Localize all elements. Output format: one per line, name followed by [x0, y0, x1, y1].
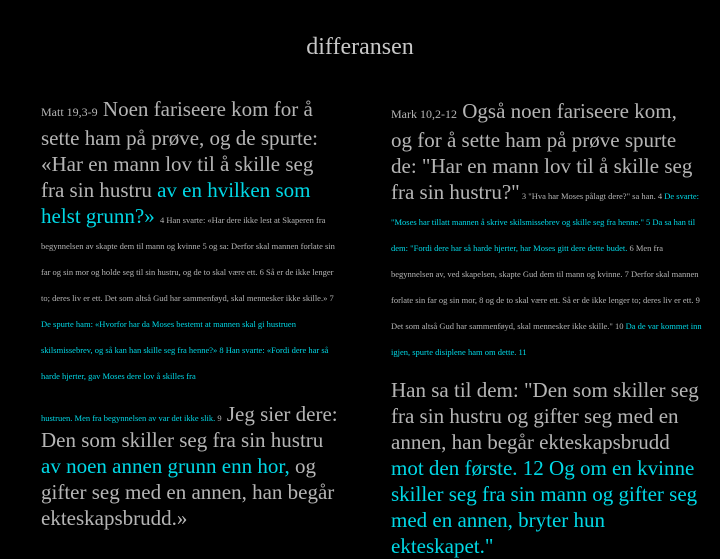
matthew-small-text: 4 Han svarte: «Har dere ikke lest at Skaperen fra begynnelsen av skapte dem til mann og kvinne 5 og sa: Derfor skal mannen forlate sin far og sin mor og holde seg til sin hustru, og de to skal være ett. 6 Så er de ikke lenger to; deres liv er ett. Det som altså Gud har sammenføyd, skal mennesker ikke skille.» 7 [41, 215, 335, 303]
mark-conclusion [391, 377, 703, 559]
mark-small-text-2: 6 Men fra begynnelsen av, ved skapelsen, skapte Gud dem til mann og kvinne. 7 Derfor skal mannen forlate sin far og sin mor, 8 og de to skal være ett. Så er de ikke lenger to; deres liv er ett. 9 Det som altså Gud har sammenføyd, skal mennesker ikke skille." 10 [391, 243, 700, 331]
matthew-ruling-text: Jeg sier dere: Den som skiller seg fra sin hustru [41, 402, 338, 452]
slide-title: differansen [306, 34, 414, 60]
mark-small-text: 3 "Hva har Moses pålagt dere?" sa han. 4 [519, 191, 665, 201]
mark-ruling-highlight: mot den første. 12 Og om en kvinne skiller seg fra sin mann og gifter seg med en annen, bryter hun ekteskapet." [391, 456, 698, 558]
mark-intro [391, 98, 703, 361]
matthew-reference: Matt 19,3-9 [41, 105, 98, 119]
mark-lead-text: Også noen fariseere kom, og for å sette ham på prøve spurte de: "Har en mann lov til å skille seg fra sin hustru?" [391, 99, 693, 204]
matthew-conclusion [41, 401, 341, 531]
matthew-lead-text: Noen fariseere kom for å sette ham på prøve, og de spurte: «Har en mann lov til å skille seg fra sin hustru [41, 97, 318, 202]
matthew-verse-number: 9 [215, 413, 222, 423]
matthew-ruling-highlight: av noen annen grunn enn hor, [41, 454, 290, 478]
matthew-ruling-end: og gifter seg med en annen, han begår ekteskapsbrudd.» [41, 454, 335, 530]
matthew-lead-highlight: av en hvilken som helst grunn?» [41, 178, 311, 228]
mark-column [391, 98, 703, 559]
mark-reference: Mark 10,2-12 [391, 107, 457, 121]
mark-small-highlight-2: Da de var kommet inn igjen, spurte disiplene ham om dette. 11 [391, 321, 702, 357]
matthew-small-highlight: De spurte ham: «Hvorfor har da Moses bestemt at mannen skal gi hustruen skilsmissebrev, og så kan han skille seg fra henne?» 8 Han svarte: «Fordi dere har så harde hjerter, gav Moses dere lov å skilles fra [41, 319, 329, 381]
mark-ruling-text: Han sa til dem: "Den som skiller seg fra sin hustru og gifter seg med en annen, han begår ekteskapsbrudd [391, 378, 699, 454]
matthew-intro [41, 96, 341, 385]
matthew-small-highlight-2: hustruen. Men fra begynnelsen av var det ikke slik. [41, 413, 216, 423]
mark-small-highlight: De svarte: "Moses har tillatt mannen å skrive skilsmissebrev og skille seg fra henne." 5 Da sa han til dem: "Fordi dere har så harde hjerter, har Moses gitt dere dette budet. [391, 191, 699, 253]
matthew-column [41, 96, 341, 531]
